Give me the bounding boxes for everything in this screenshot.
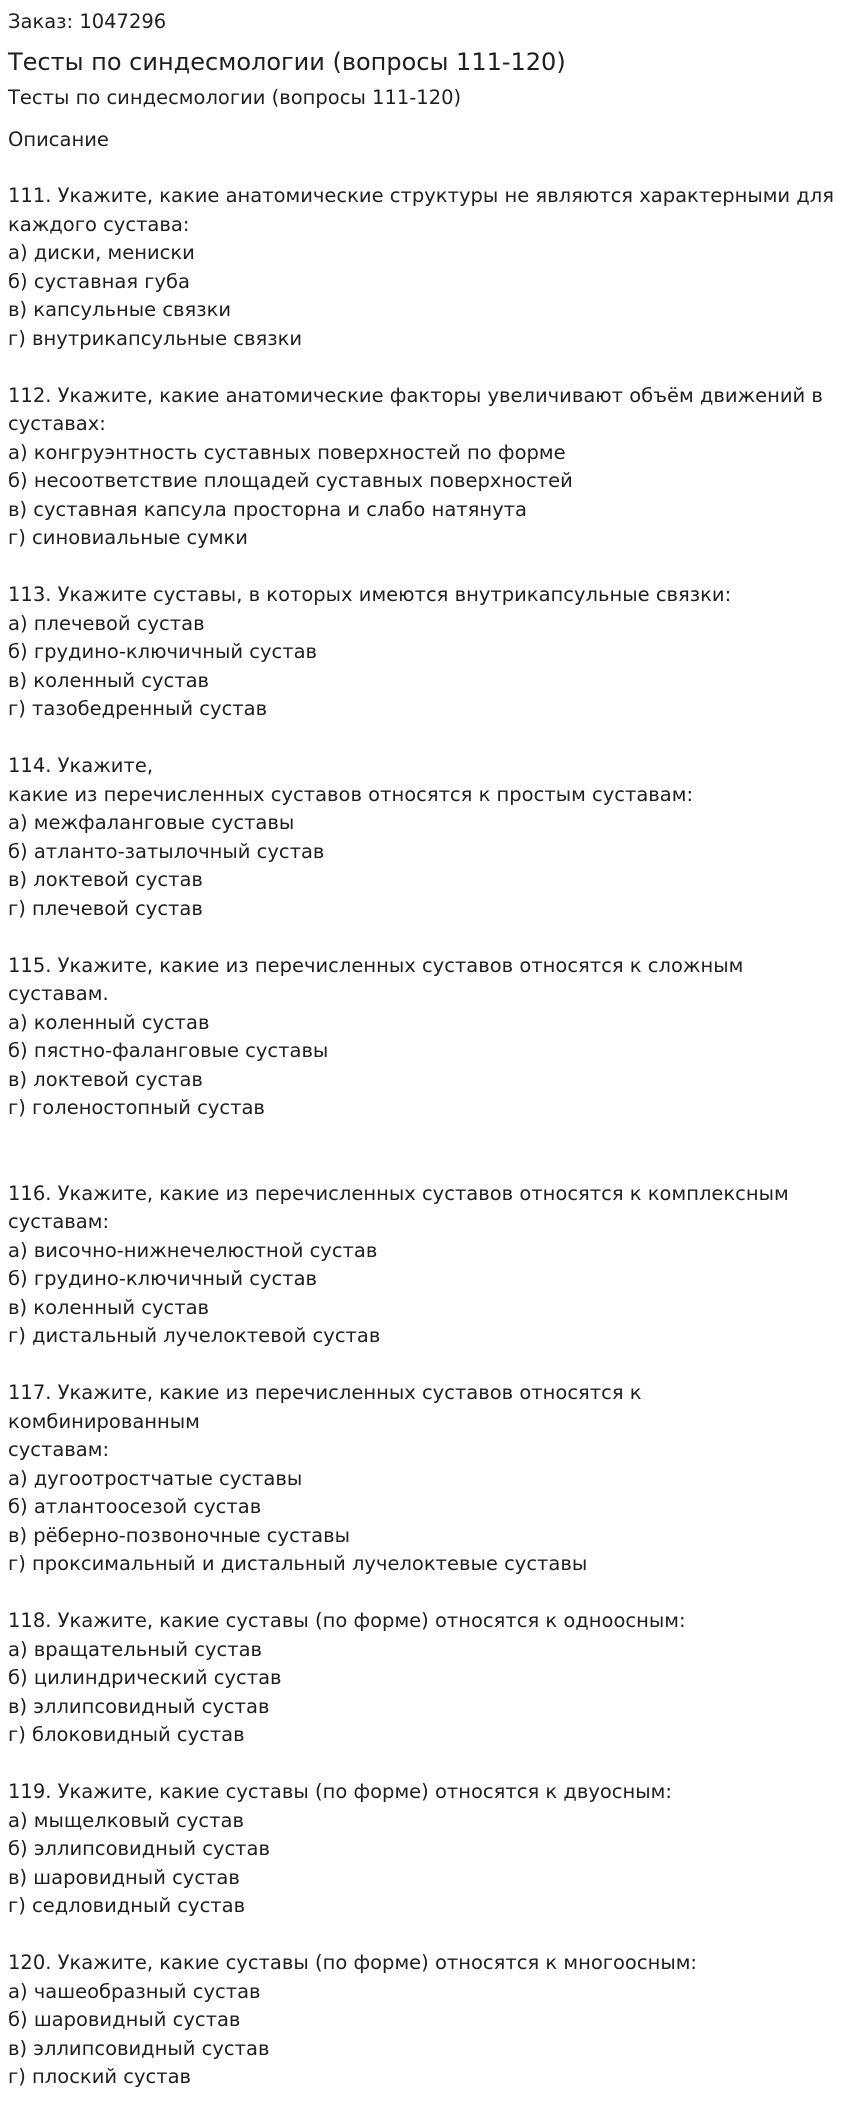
question-text: 111. Укажите, какие анатомические структуры не являются характерными для (8, 184, 834, 207)
question-line: а) вращательный сустав (8, 1637, 263, 1661)
question-line: б) грудино-ключичный сустав (8, 1267, 318, 1290)
question-line: в) суставная капсула просторна и слабо натянута (8, 497, 527, 521)
question-line: а) коленный сустав (8, 1010, 210, 1034)
question-line: суставам: (8, 1438, 110, 1461)
description-heading: Описание (8, 128, 109, 151)
question-line: а) межфаланговые суставы (8, 811, 295, 834)
question-text: 114. Укажите, (8, 754, 154, 777)
question-line: в) локтевой сустав (8, 1067, 203, 1091)
question-text: 112. Укажите, какие анатомические факторы увеличивают объём движений в (8, 383, 823, 407)
question-block (8, 1180, 839, 1351)
question-block (8, 1949, 839, 2092)
question-line: а) мыщелковый сустав (8, 1808, 244, 1832)
question-line: в) рёберно-позвоночные суставы (8, 1523, 350, 1547)
question-line: каждого сустава: (8, 212, 190, 236)
question-block (8, 1778, 839, 1921)
question-block (8, 752, 839, 923)
question-line: а) чашеобразный сустав (8, 1979, 261, 2003)
question-text: 119. Укажите, какие суставы (по форме) относятся к двуосным: (8, 1780, 672, 1803)
question-line: г) тазобедренный сустав (8, 697, 268, 720)
question-line: а) конгруэнтность суставных поверхностей по форме (8, 440, 566, 464)
question-line: б) несоответствие площадей суставных поверхностей (8, 469, 573, 492)
questions-list (8, 182, 839, 2092)
question-text: 117. Укажите, какие из перечисленных суставов относятся к комбинированным (8, 1381, 642, 1433)
question-line: какие из перечисленных суставов относятся к простым суставам: (8, 782, 694, 806)
question-block (8, 1379, 839, 1579)
question-text: 113. Укажите суставы, в которых имеются внутрикапсульные связки: (8, 583, 732, 606)
question-line: г) синовиальные сумки (8, 526, 248, 549)
question-line: в) капсульные связки (8, 298, 232, 321)
question-line: а) диски, мениски (8, 241, 195, 264)
question-line: а) дугоотростчатые суставы (8, 1466, 303, 1490)
question-line: в) коленный сустав (8, 1295, 210, 1319)
question-line: г) седловидный сустав (8, 1894, 246, 1917)
question-line: г) блоковидный сустав (8, 1723, 245, 1746)
question-line: б) эллипсовидный сустав (8, 1837, 270, 1860)
question-line: в) эллипсовидный сустав (8, 1694, 270, 1718)
question-text: 115. Укажите, какие из перечисленных суставов относятся к сложным суставам. (8, 953, 744, 1005)
page-title: Тесты по синдесмологии (вопросы 111-120) (8, 48, 566, 76)
question-line: г) проксимальный и дистальный лучелоктевые суставы (8, 1552, 588, 1575)
question-line: б) атланто-затылочный сустав (8, 839, 325, 863)
question-block (8, 581, 839, 724)
question-line: б) грудино-ключичный сустав (8, 640, 318, 663)
question-line: г) голеностопный сустав (8, 1096, 265, 1119)
question-line: б) пястно-фаланговые суставы (8, 1039, 329, 1062)
question-line: суставах: (8, 412, 106, 435)
question-block (8, 182, 839, 353)
question-line: суставам: (8, 1210, 110, 1233)
question-line: а) височно-нижнечелюстной сустав (8, 1238, 378, 1262)
question-line: б) суставная губа (8, 269, 191, 293)
question-line: г) дистальный лучелоктевой сустав (8, 1324, 381, 1347)
question-block (8, 1607, 839, 1750)
question-line: б) атлантоосезой сустав (8, 1495, 262, 1518)
question-text: 118. Укажите, какие суставы (по форме) относятся к одноосным: (8, 1609, 686, 1632)
question-line: г) плоский сустав (8, 2065, 192, 2088)
question-line: в) локтевой сустав (8, 868, 203, 891)
question-line: в) шаровидный сустав (8, 1865, 240, 1889)
question-block (8, 952, 839, 1123)
order-number: Заказ: 1047296 (8, 10, 167, 33)
question-line: г) плечевой сустав (8, 896, 203, 920)
question-block (8, 382, 839, 553)
question-text: 116. Укажите, какие из перечисленных суставов относятся к комплексным (8, 1181, 789, 1205)
page-subtitle: Тесты по синдесмологии (вопросы 111-120) (8, 86, 462, 109)
question-text: 120. Укажите, какие суставы (по форме) относятся к многоосным: (8, 1951, 698, 1974)
question-line: г) внутрикапсульные связки (8, 326, 303, 350)
question-line: б) шаровидный сустав (8, 2008, 241, 2031)
question-line: б) цилиндрический сустав (8, 1666, 282, 1689)
question-line: в) коленный сустав (8, 668, 210, 692)
question-line: а) плечевой сустав (8, 611, 205, 635)
question-line: в) эллипсовидный сустав (8, 2036, 270, 2060)
